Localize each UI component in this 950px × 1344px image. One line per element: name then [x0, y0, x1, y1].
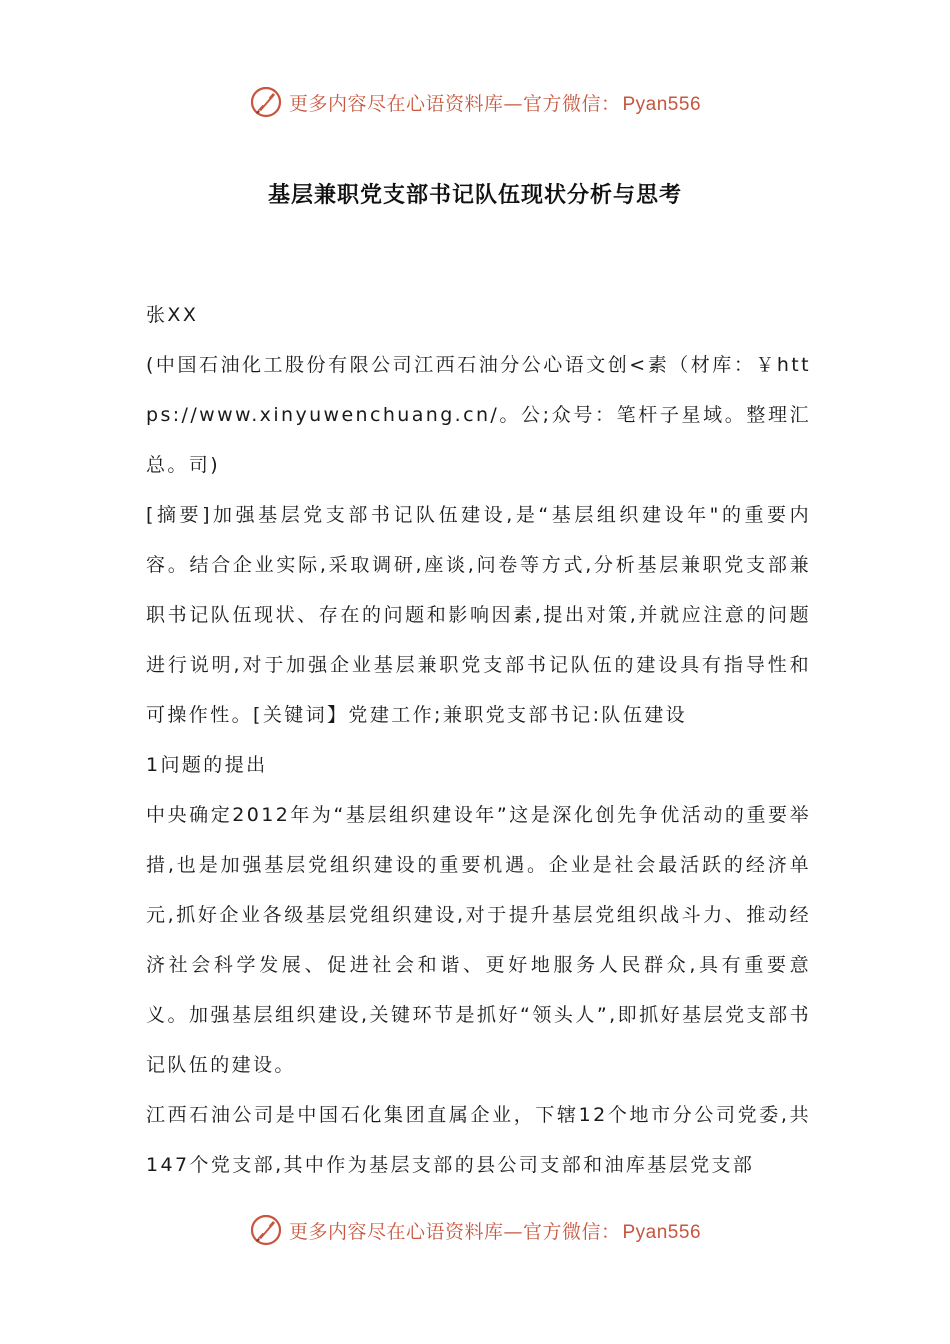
affiliation-paragraph: (中国石油化工股份有限公司江西石油分公心语文创<素（材库：￥https://www.xinyuwenchuang.cn/。公;众号：笔杆子星域。整理汇总。司)	[146, 354, 811, 476]
watermark-text: 更多内容尽在心语资料库—官方微信： Pyan556	[288, 1220, 702, 1243]
header-watermark	[0, 82, 950, 122]
author-line: 张XX	[146, 304, 199, 326]
body-paragraph-1: 中央确定2012年为“基层组织建设年”这是深化创先争优活动的重要举措,也是加强基层党组织建设的重要机遇。企业是社会最活跃的经济单元,抓好企业各级基层党组织建设,对于提升基层党组织战斗力、推动经济社会科学发展、促进社会和谐、更好地服务人民群众,具有重要意义。加强基层组织建设,关键环节是抓好“领头人”,即抓好基层党支部书记队伍的建设。	[146, 804, 811, 1076]
quill-pen-logo-icon	[249, 85, 283, 119]
abstract-paragraph: [摘要]加强基层党支部书记队伍建设,是“基层组织建设年"的重要内容。结合企业实际,采取调研,座谈,问卷等方式,分析基层兼职党支部兼职书记队伍现状、存在的问题和影响因素,提出对策,并就应注意的问题进行说明,对于加强企业基层兼职党支部书记队伍的建设具有指导性和可操作性。[关键词】党建工作;兼职党支部书记:队伍建设	[146, 504, 811, 726]
watermark-text: 更多内容尽在心语资料库—官方微信： Pyan556	[288, 92, 702, 115]
document-body	[146, 290, 811, 1190]
section-heading: 1问题的提出	[146, 754, 268, 776]
body-paragraph-2: 江西石油公司是中国石化集团直属企业，下辖12个地市分公司党委,共147个党支部,其中作为基层支部的县公司支部和油库基层党支部	[146, 1104, 811, 1176]
document-title: 基层兼职党支部书记队伍现状分析与思考	[267, 182, 682, 208]
footer-watermark	[0, 1210, 950, 1250]
quill-pen-logo-icon	[249, 1213, 283, 1247]
